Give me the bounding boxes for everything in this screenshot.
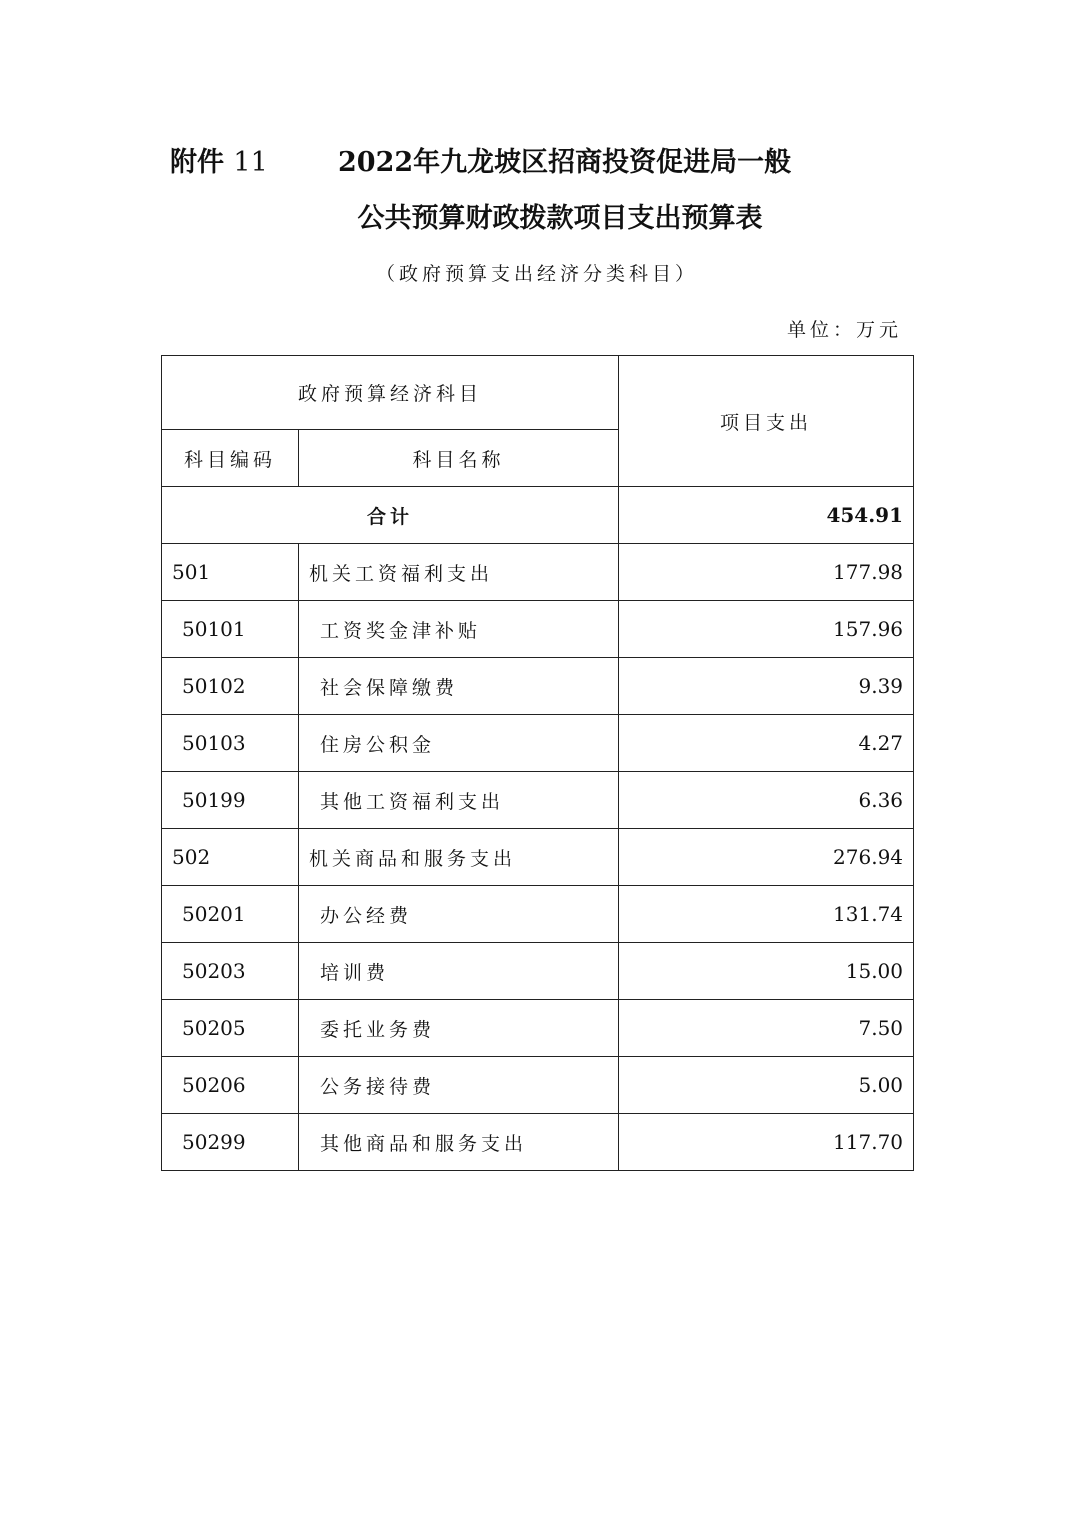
row-name: 住房公积金	[299, 715, 619, 772]
code-column-header: 科目编码	[162, 430, 299, 487]
row-name: 其他工资福利支出	[299, 772, 619, 829]
amount-column-header: 项目支出	[619, 356, 914, 487]
row-amount: 177.98	[619, 544, 914, 601]
table-row	[162, 1057, 914, 1114]
row-code: 501	[162, 544, 299, 601]
row-amount: 15.00	[619, 943, 914, 1000]
row-amount: 131.74	[619, 886, 914, 943]
name-column-header: 科目名称	[299, 430, 619, 487]
row-amount: 157.96	[619, 601, 914, 658]
group-header: 政府预算经济科目	[162, 356, 619, 430]
row-code: 502	[162, 829, 299, 886]
budget-table	[161, 355, 914, 1171]
row-amount: 276.94	[619, 829, 914, 886]
table-row	[162, 1000, 914, 1057]
row-name: 机关工资福利支出	[299, 544, 619, 601]
row-amount: 5.00	[619, 1057, 914, 1114]
table-row	[162, 601, 914, 658]
title-line-1	[170, 140, 930, 180]
row-code: 50199	[162, 772, 299, 829]
table-row	[162, 829, 914, 886]
row-code: 50201	[162, 886, 299, 943]
row-code: 50103	[162, 715, 299, 772]
table-header-row	[162, 356, 914, 430]
unit-label: 单位：万元	[786, 319, 902, 341]
table-row	[162, 715, 914, 772]
row-name: 公务接待费	[299, 1057, 619, 1114]
row-code: 50102	[162, 658, 299, 715]
page-subtitle: （政府预算支出经济分类科目）	[375, 263, 698, 285]
row-code: 50299	[162, 1114, 299, 1171]
table-row	[162, 1114, 914, 1171]
row-name: 社会保障缴费	[299, 658, 619, 715]
row-name: 委托业务费	[299, 1000, 619, 1057]
row-name: 工资奖金津补贴	[299, 601, 619, 658]
row-name: 培训费	[299, 943, 619, 1000]
row-name: 机关商品和服务支出	[299, 829, 619, 886]
attachment-prefix: 附件	[170, 147, 224, 178]
table-row	[162, 658, 914, 715]
table-row	[162, 772, 914, 829]
row-name: 办公经费	[299, 886, 619, 943]
row-amount: 6.36	[619, 772, 914, 829]
table-row	[162, 544, 914, 601]
page-title-line-1: 2022年九龙坡区招商投资促进局一般	[338, 147, 792, 178]
row-name: 其他商品和服务支出	[299, 1114, 619, 1171]
row-code: 50206	[162, 1057, 299, 1114]
page-title-line-2: 公共预算财政拨款项目支出预算表	[357, 203, 763, 234]
row-amount: 9.39	[619, 658, 914, 715]
total-row	[162, 487, 914, 544]
row-amount: 4.27	[619, 715, 914, 772]
table-row	[162, 943, 914, 1000]
row-amount: 117.70	[619, 1114, 914, 1171]
row-code: 50203	[162, 943, 299, 1000]
attachment-number: 11	[233, 147, 268, 178]
total-label: 合计	[162, 487, 619, 544]
row-code: 50205	[162, 1000, 299, 1057]
table-row	[162, 886, 914, 943]
row-amount: 7.50	[619, 1000, 914, 1057]
attachment-label	[170, 140, 268, 179]
total-amount: 454.91	[619, 487, 914, 544]
row-code: 50101	[162, 601, 299, 658]
